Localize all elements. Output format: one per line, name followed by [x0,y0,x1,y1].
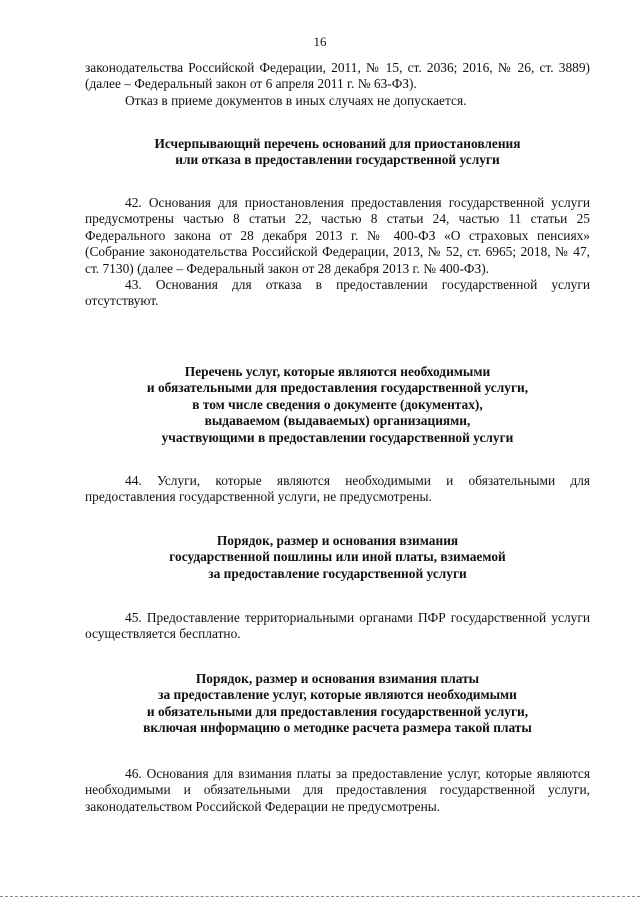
paragraph-43: 43. Основания для отказа в предоставлении государственной услуги отсутствуют. [85,277,590,309]
heading-required-services: Перечень услуг, которые являются необходимыми и обязательными для предоставления государственной услуги, в том числе сведения о документе (документах), выдаваемом (выдаваемых) организациями, участвующими в предоставлении государственной услуги [146,364,529,445]
heading-grounds-suspension: Исчерпывающий перечень оснований для приостановления или отказа в предоставлении государственной услуги [154,136,521,168]
section-44 [85,473,590,506]
section-46 [85,766,590,815]
heading-fee-procedure: Порядок, размер и основания взимания платы за предоставление услуг, которые являются необходимыми и обязательными для предоставления государственной услуги, включая информацию о методике расчета размера такой платы [143,671,532,736]
paragraph-42: 42. Основания для приостановления предоставления государственной услуги предусмотрены частью 8 статьи 22, частью 8 статьи 24, частью 11 статьи 25 Федерального закона от 28 декабря 2013 г. № 400-ФЗ «О страховых пенсиях» (Собрание законодательства Российской Федерации, 2013, № 52, ст. 6965; 2018, № 47, ст. 7130) (далее – Федеральный закон от 28 декабря 2013 г. № 400-ФЗ). [85,195,590,276]
heading-state-duty: Порядок, размер и основания взимания государственной пошлины или иной платы, взимаемой за предоставление государственной услуги [169,533,506,581]
paragraph-refusal-not-allowed: Отказ в приеме документов в иных случаях не допускается. [125,92,467,108]
paragraph-law-reference: законодательства Российской Федерации, 2011, № 15, ст. 2036; 2016, № 26, ст. 3889) (далее – Федеральный закон от 6 апреля 2011 г. № 63-ФЗ). [85,60,590,92]
paragraph-46: 46. Основания для взимания платы за предоставление услуг, которые являются необходимыми и обязательными для предоставления государственной услуги, законодательством Российской Федерации не предусмотрены. [85,766,590,814]
paragraph-continuation [85,60,590,109]
paragraph-45: 45. Предоставление территориальными органами ПФР государственной услуги осуществляется бесплатно. [85,610,590,642]
page-bottom-rule [0,896,640,897]
section-42-43 [85,195,590,310]
paragraph-44: 44. Услуги, которые являются необходимыми и обязательными для предоставления государственной услуги, не предусмотрены. [85,473,590,505]
page-number: 16 [313,34,327,49]
section-45 [85,610,590,643]
